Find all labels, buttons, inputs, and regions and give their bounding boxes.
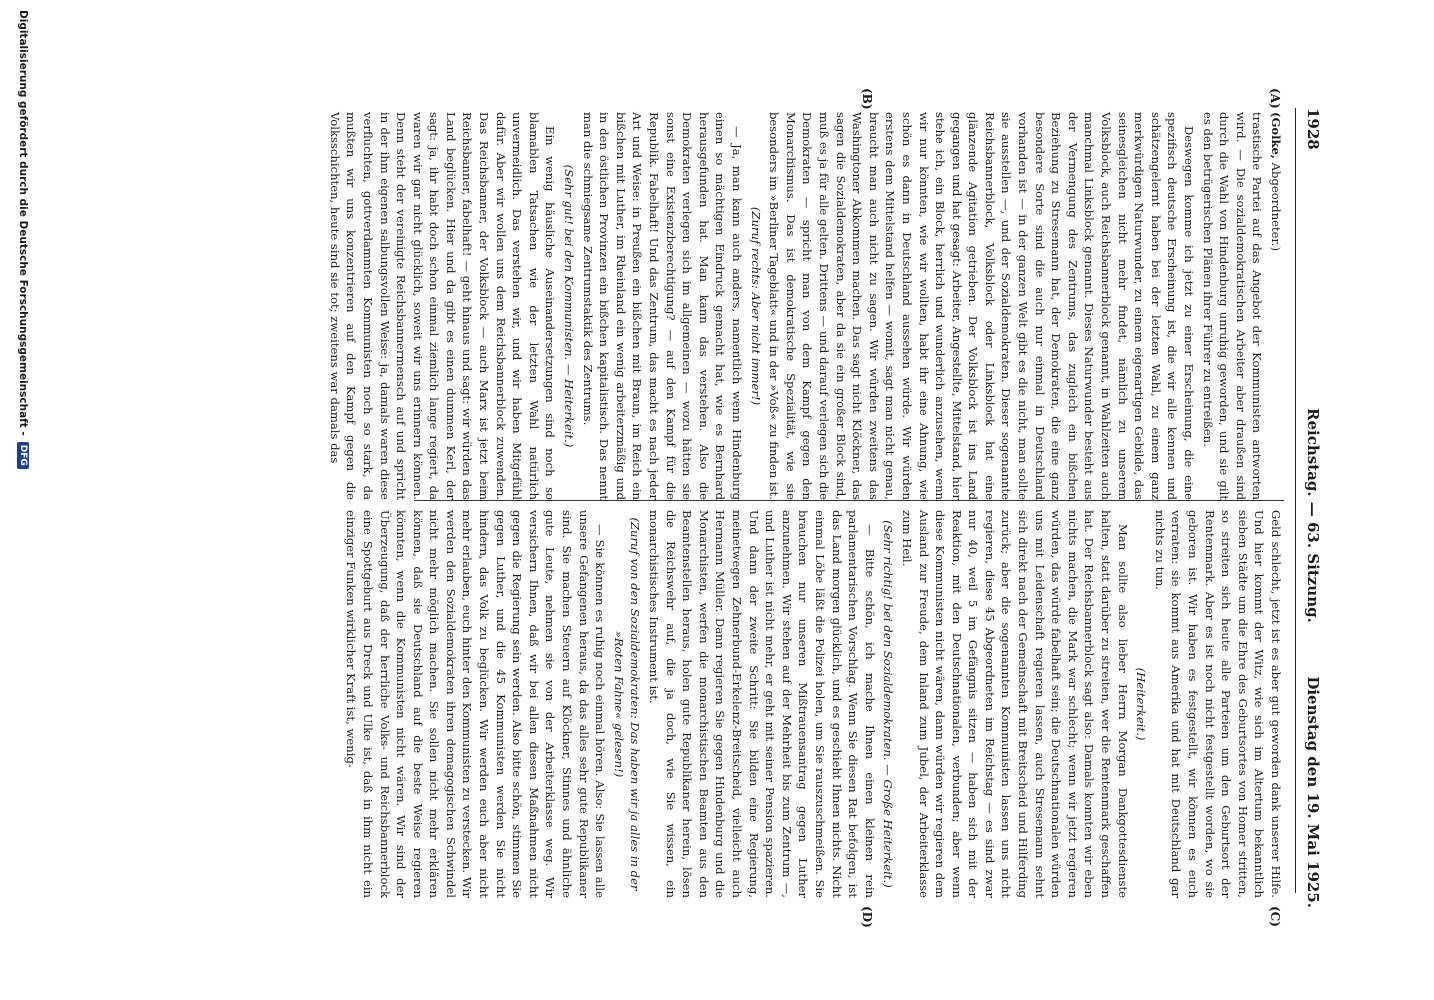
margin-mark-c: (C) — [1268, 906, 1282, 927]
speaker-role: Abgeordneter.) — [1269, 162, 1283, 252]
interjection: (Zuruf rechts: Aber nicht immer!) — [748, 206, 763, 406]
header-rule — [1295, 108, 1296, 893]
paragraph: — Ja, man kann auch anders, namentlich wenn Hindenburg einen so mächtigen Eindruck gemacht hat, wie es Bernhard herausgefunden hat. Man kann das verstehen. Also die Demokraten verlegen sich im allgemeinen — wozu hätten sie sonst eine Existenzberechtigung? — auf den Kampf für die Republik. Fabelhaft! Und das Zentrum, das macht es nach jeder Art und Weise: in Preußen ein bißchen mit Braun, im Reich ein bißchen mit Luther, im Rheinland ein wenig arbeiterzmäßig und in den östlichen Provinzen ein bißchen kapitalistisch. Das nennt man die schmiegsame Zentrumstaktik des Zentrums. — [580, 112, 744, 500]
interjection: (Zuruf von den Sozialdemokraten: Das haben wir ja alles in der »Roten Fahne« gelesen!) — [611, 517, 643, 891]
paragraph: — Sie können es ruhig noch einmal hören. Also: Sie lassen alle unsere Gefangenen heraus, da das alles sehr gute Republikaner sind. Sie machen Steuern auf Klöckner, Stinnes und ähnliche gute Leute, nehmen sie von der Arbeiterklasse weg. Wir versichern Ihnen, daß wir bei allen diesen Maßnahmen nicht gegen die Regierung sein werden. Also bitte schön, stimmen Sie gegen Luther, und die 45 Kommunisten werden Sie nicht hindern, das Volk zu beglücken. Wir werden euch aber nicht mehr erlauben, euch hinter den Kommunisten zu verstecken. Wir werden den Sozialdemokraten ihren demagogischen Schwindel nicht mehr möglich machen. Sie sollen nicht mehr erklären können, daß sie Deutschland auf die beste Weise regieren könnten, wenn die Kommunisten nicht wären. Wir sind der Überzeugung, daß der herrliche Volks- und Reichsbannerblock eine Spottgeburt aus Dreck und Ulke ist, daß in ihm nicht ein einziger Funken wirklicher Kraft ist, wenig- — [344, 510, 608, 898]
right-column — [341, 510, 1284, 898]
speaker-line — [1267, 112, 1284, 500]
paragraph: Deswegen komme ich jetzt zu einer Erscheinung, die eine spezifisch deutsche Erscheinung ist, die wir alle kennen und schätzengelernt haben bei der letzten Wahl, zu einem ganz merkwürdigen Naturwunder, zu einem eigenartigen Gebilde, das seinesgleichen nicht mehr findet, nämlich zu unserem Volksblock, auch Reichsbannerblock genannt, in Wahlzeiten auch manchmal Linksblock genannt. Dieses Naturwunder besteht aus der Vermengung des Zentrums, das zugleich ein bißchen Beziehung zu Stresemann hat, der Demokraten, die eine ganz besondere Sorte sind die auch nur einmal in Deutschland vorhanden ist — in der ganzen Welt gibt es die nicht, man sollte sie ausstellen —, und der Sozialdemokraten. Dieser sogenannte Reichsbannerblock, Volksblock oder Linksblock hat eine glänzende Agitation getrieben. Der Volksblock ist ins Land gegangen und hat gesagt: Arbeiter, Angestellte, Mittelstand, hier stehe ich, ein Block, herrlich und wunderlich anzusehen, wenn wir nur könnten, wie wir wollten, habt ihr eine Ahnung, wie schön es dann in Deutschland aussehen würde. Wir würden erstens dem Mittelstand helfen — womit, sagt man nicht genau, braucht man auch nicht zu sagen. Wir würden zweitens das Washingtoner Abkommen machen. Das sagt nicht Klöckner, das sagen die Sozialdemokraten, aber da sie ein großer Block sind, muß es ja für alle gelten. Drittens — und darauf verlegen sich die Demokraten — spricht man von dem Kampf gegen den Monarchismus. Das ist demokratische Spezialität, wie sie besonders im »Berliner Tageblatt« und in der »Voß« zu finden ist. — [767, 112, 1197, 500]
page-header — [1292, 108, 1322, 908]
paragraph: Ein wenig häusliche Auseinandersetzungen sind noch so blamablen Tatsachen wie der letzten Wahl natürlich unvermeidlich. Das verstehen wir, und wir haben Mitgefühl dafür. Aber wir wollen uns dem Reichsbannerblock zuwenden. Das Reichsbanner, der Volksblock — auch Marx ist jetzt beim Reichsbanner, fabelhaft! — geht hinaus und sagt: wir würden das Land beglücken. Hier und da gibt es einen dummen Kerl, der sagt: ja, ihr habt doch schon einmal ziemlich lange regiert, da waren wir gar nicht glücklich, soweit wir uns erinnern können. Denn steht der vereinigte Reichsbannermensch auf und spricht in der ihm eigenen salbungsvollen Weise: ja, damals waren diese verfluchten, gottverdammten Kommunisten noch so stark, da mußten wir uns konzentrieren auf den Kampf gegen die Volksschichten, heute sind sie tot; zweitens war damals das — [327, 112, 558, 500]
speaker-name: (Golke, — [1269, 112, 1283, 159]
paragraph: Geld schlecht, jetzt ist es aber gut geworden dank unserer Hilfe. Und hier kommt der Witz, wie sich im Altertum bekanntlich sieben Städte um die Ehre des Geburtsortes von Homer stritten, so streiten sich heute alle Parteien um den Geburtsort der Rentenmark. Aber es ist noch nicht festgestellt worden, wo sie geboren ist. Wir haben es festgestellt, wir können es euch verraten: sie kommt aus Amerika und hat mit Deutschland gar nichts zu tun. — [1152, 510, 1283, 898]
footer — [17, 10, 29, 990]
interjection: (Sehr richtig! bei den Sozialdemokraten. — Große Heiterkeit.) — [881, 520, 896, 888]
footer-text: Digitalisierung gefördert durch die Deutsche Forschungsgemeinschaft - — [17, 10, 29, 436]
interjection: (Sehr gut! bei den Kommunisten. — Heiterkeit.) — [562, 164, 577, 448]
paragraph: Man sollte also lieber Herrn Morgan Dankgottesdienste halten, statt darüber zu streiten, wer die Rentenmark geschaffen hat. Der Reichsbannerblock sagt also: Damals konnten wir eben nichts machen, die Mark war schlecht; wenn wir jetzt regieren würden, das würde fabelhaft sein; die Deutschnationalen würden uns mit Leidenschaft regieren lassen, auch Stresemann sehnt sich direkt nach der Gemeinschaft mit Breitscheid und Hilferding zurück; aber die sogenannten Kommunisten lassen uns nicht regieren, diese 45 Abgeordneten im Reichstag — es sind zwar nur 40, weil 5 im Gefängnis sitzen — haben sich mit der Reaktion, mit den Deutschnationalen, verbunden; aber wenn diese Kommunisten nicht wären, dann würden wir regieren dem Ausland zur Freude, dem Inland zum Jubel, der Arbeiterklasse zum Heil. — [899, 510, 1130, 898]
header-title: Reichstag. — 63. Sitzung. — [1304, 408, 1322, 623]
column-divider — [414, 500, 1284, 501]
dfg-logo-icon: DFG — [17, 442, 29, 469]
left-column — [324, 112, 1284, 500]
paragraph: trastische Partei auf das Angebot der Kommunisten antworten wird. — Die sozialdemokratischen Arbeiter aber draußen sind durch die Wahl von Hindenburg unruhig geworden, und sie gilt es den betrügerischen Plänen ihrer Führer zu entreißen. — [1200, 112, 1265, 500]
paragraph: — Bitte schön, ich mache Ihnen einen kleinen rein parlamentarischen Vorschlag. Wenn Sie diesen Rat befolgen, ist das Land morgen glücklich, und es geschieht Ihnen nichts. Nicht einmal Löbe läßt die Polizei holen, um Sie rauszuschmeißen. Sie brauchen nur unseren Mißtrauensantrag gegen Luther anzunehmen. Wir stehen auf der Mehrheit bis zum Zentrum —, und Luther ist nicht mehr, er geht mit seiner Pension spazieren. Und dann der zweite Schritt: Sie bilden eine Regierung, meinetwegen Zehnerbund-Erkelenz-Breitscheid, vielleicht auch Hermann Müller. Dann regieren Sie gegen Hindenburg und die Monarchisten, werfen die monarchistischen Beamten aus den Beamtenstellen heraus, holen gute Republikaner herein, lösen die Reichswehr auf, die ja doch, wie Sie wissen, ein monarchistisches Instrument ist. — [647, 510, 877, 898]
margin-mark-a: (A) — [1268, 88, 1282, 109]
interjection: (Heiterkeit.) — [1134, 667, 1149, 741]
margin-mark-d: (D) — [860, 906, 874, 928]
page-number: 1928 — [1304, 108, 1322, 150]
margin-mark-b: (B) — [860, 88, 874, 110]
header-date: Dienstag den 19. Mai 1925. — [1304, 676, 1322, 908]
